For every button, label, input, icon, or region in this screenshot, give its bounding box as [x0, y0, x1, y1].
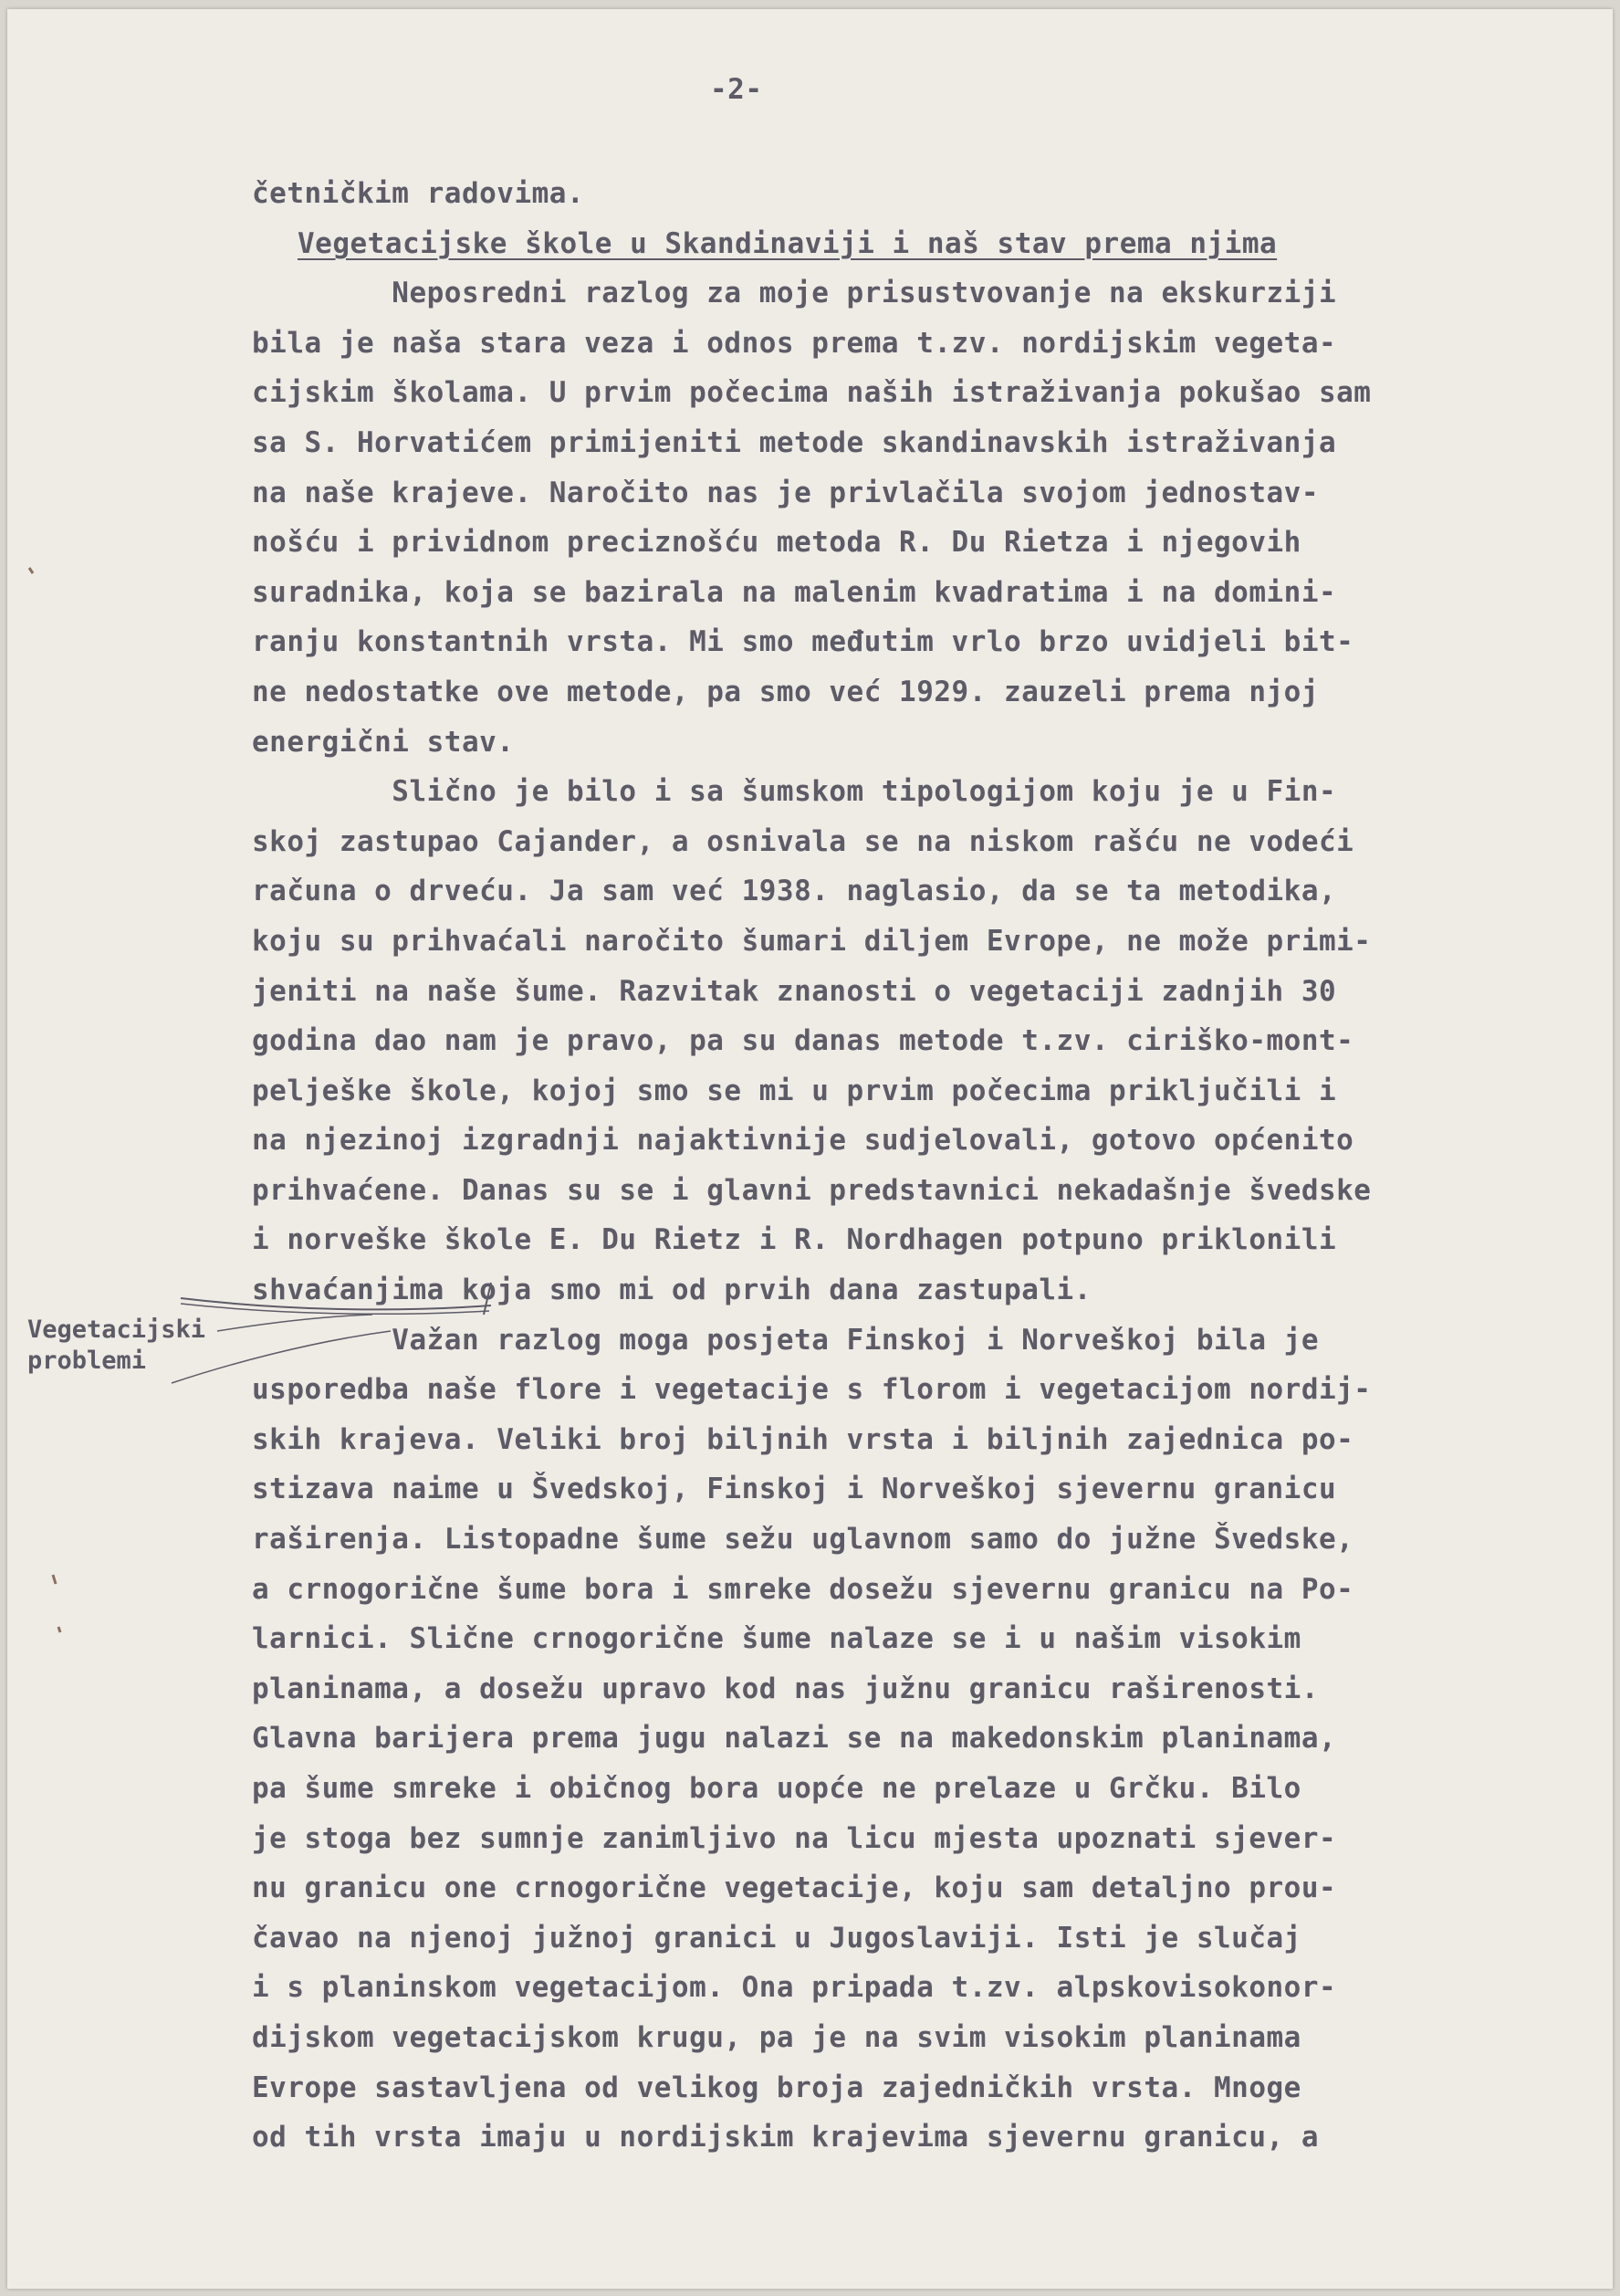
body-line: cijskim školama. U prvim počecima naših istraživanja pokušao sam	[252, 376, 1372, 410]
body-line: stizava naime u Švedskoj, Finskoj i Norveškoj sjevernu granicu	[252, 1473, 1337, 1506]
body-line: usporedba naše flore i vegetacije s florom i vegetacijom nordij-	[252, 1373, 1372, 1407]
body-line: čavao na njenoj južnoj granici u Jugoslaviji. Isti je slučaj	[252, 1921, 1301, 1955]
body-line: bila je naša stara veza i odnos prema t.zv. nordijskim vegeta-	[252, 326, 1337, 360]
body-line: nošću i prividnom preciznošću metoda R. Du Rietza i njegovih	[252, 526, 1301, 560]
body-line: Evrope sastavljena od velikog broja zajedničkih vrsta. Mnoge	[252, 2071, 1301, 2104]
body-line: godina dao nam je pravo, pa su danas metode t.zv. ciriško-mont-	[252, 1024, 1354, 1058]
body-line: pelješke škole, kojoj smo se mi u prvim počecima priključili i	[252, 1074, 1337, 1107]
body-line: skih krajeva. Veliki broj biljnih vrsta i biljnih zajednica po-	[252, 1422, 1354, 1456]
body-line: koju su prihvaćali naročito šumari diljem Evrope, ne može primi-	[252, 924, 1372, 958]
body-line: pa šume smreke i običnog bora uopće ne prelaze u Grčku. Bilo	[252, 1772, 1301, 1805]
body-line: larnici. Slične crnogorične šume nalaze se i u našim visokim	[252, 1622, 1301, 1656]
body-line: je stoga bez sumnje zanimljivo na licu mjesta upoznati sjever-	[252, 1821, 1337, 1855]
body-line: jeniti na naše šume. Razvitak znanosti o vegetaciji zadnjih 30	[252, 974, 1337, 1008]
body-line: Neposredni razlog za moje prisustvovanje na ekskurziji	[252, 277, 1337, 310]
body-line: ne nedostatke ove metode, pa smo već 1929. zauzeli prema njoj	[252, 675, 1319, 708]
body-line: shvaćanjima koja smo mi od prvih dana zastupali.	[252, 1274, 1092, 1307]
body-line: a crnogorične šume bora i smreke dosežu sjevernu granicu na Po-	[252, 1572, 1354, 1606]
body-line: energični stav.	[252, 725, 515, 759]
body-line: skoj zastupao Cajander, a osnivala se na niskom rašću ne vodeći	[252, 824, 1354, 858]
body-line: računa o drveću. Ja sam već 1938. naglasio, da se ta metodika,	[252, 875, 1337, 908]
margin-note-line: problemi	[27, 1347, 147, 1375]
body-line: sa S. Horvatićem primijeniti metode skandinavskih istraživanja	[252, 425, 1337, 459]
page-number: -2-	[710, 73, 763, 106]
body-line: Glavna barijera prema jugu nalazi se na makedonskim planinama,	[252, 1722, 1337, 1756]
document-body	[252, 169, 1548, 2163]
body-line: od tih vrsta imaju u nordijskim krajevima sjevernu granicu, a	[252, 2121, 1319, 2154]
body-line: raširenja. Listopadne šume sežu uglavnom samo do južne Švedske,	[252, 1523, 1354, 1557]
opening-line: četničkim radovima.	[252, 177, 585, 210]
body-line: Slično je bilo i sa šumskom tipologijom koju je u Fin-	[252, 775, 1337, 809]
body-line: i norveške škole E. Du Rietz i R. Nordhagen potpuno priklonili	[252, 1223, 1337, 1257]
body-line: nu granicu one crnogorične vegetacije, koju sam detaljno prou-	[252, 1871, 1337, 1905]
body-line: Važan razlog moga posjeta Finskoj i Norveškoj bila je	[252, 1323, 1319, 1357]
document-page	[7, 9, 1613, 2289]
body-line: i s planinskom vegetacijom. Ona pripada t.zv. alpskovisokonor-	[252, 1971, 1337, 2005]
section-heading: Vegetacijske škole u Skandinaviji i naš stav prema njima	[298, 226, 1278, 260]
body-line: suradnika, koja se bazirala na malenim kvadratima i na domini-	[252, 575, 1337, 609]
margin-note	[27, 1315, 205, 1377]
body-line: ranju konstantnih vrsta. Mi smo međutim vrlo brzo uvidjeli bit-	[252, 625, 1354, 659]
body-line: planinama, a dosežu upravo kod nas južnu granicu raširenosti.	[252, 1672, 1319, 1705]
margin-note-line: Vegetacijski	[27, 1316, 206, 1344]
body-line: na naše krajeve. Naročito nas je privlačila svojom jednostav-	[252, 476, 1319, 509]
body-line: dijskom vegetacijskom krugu, pa je na svim visokim planinama	[252, 2020, 1301, 2054]
body-line: prihvaćene. Danas su se i glavni predstavnici nekadašnje švedske	[252, 1173, 1372, 1207]
body-line: na njezinoj izgradnji najaktivnije sudjelovali, gotovo općenito	[252, 1124, 1354, 1158]
